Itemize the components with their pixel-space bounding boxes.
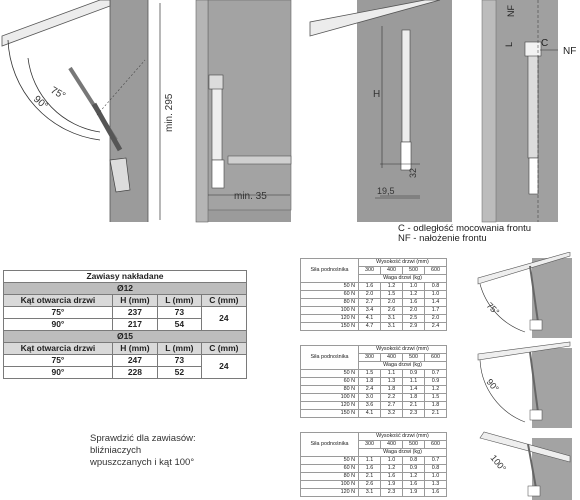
- table-cell: 75°: [4, 307, 113, 319]
- weight-value: 1.3: [425, 481, 447, 489]
- table-row: [301, 402, 447, 410]
- open-door-panel: [2, 0, 110, 46]
- weight-value: 2.1: [425, 410, 447, 418]
- weight-value: 2.6: [359, 481, 381, 489]
- technical-diagrams: [0, 0, 580, 225]
- force-value: 100 N: [301, 394, 359, 402]
- table-row: [301, 283, 447, 291]
- table-cell: 90°: [4, 367, 113, 379]
- table-row: [301, 299, 447, 307]
- gas-spring-vertical: [212, 88, 222, 160]
- weight-value: 1.2: [403, 291, 425, 299]
- lift-diagram-100: [480, 432, 572, 500]
- force-value: 150 N: [301, 410, 359, 418]
- height-value: 600: [425, 441, 447, 449]
- weight-value: 2.3: [403, 410, 425, 418]
- weight-value: 1.6: [403, 481, 425, 489]
- weight-header: Waga drzwi (kg): [359, 449, 447, 457]
- table-row: [301, 291, 447, 299]
- force-label: Siła podnośnika: [301, 346, 359, 370]
- weight-value: 3.1: [381, 323, 403, 331]
- table-row: [4, 355, 247, 367]
- height-value: 500: [403, 267, 425, 275]
- min-295-label: min. 295: [164, 93, 175, 132]
- table-cell: 247: [112, 355, 157, 367]
- force-value: 60 N: [301, 465, 359, 473]
- weight-value: 1.9: [381, 481, 403, 489]
- lift-angle-label: 100°: [488, 452, 509, 474]
- height-header: Wysokość drzwi (mm): [359, 433, 447, 441]
- force-value: 150 N: [301, 323, 359, 331]
- diagram-opening-angle: [2, 0, 175, 222]
- angle-90-label: 90°: [31, 93, 50, 113]
- table-row: [4, 307, 247, 319]
- weight-value: 2.3: [381, 489, 403, 497]
- table-cell: 217: [112, 319, 157, 331]
- lift-table: [300, 432, 447, 497]
- weight-value: 0.9: [425, 378, 447, 386]
- col-header: Kąt otwarcia drzwi: [4, 343, 113, 355]
- dim-C-label: C: [541, 38, 549, 49]
- table-cell: 90°: [4, 319, 113, 331]
- legend: [398, 224, 531, 244]
- weight-value: 1.2: [381, 465, 403, 473]
- force-value: 80 N: [301, 299, 359, 307]
- force-value: 100 N: [301, 481, 359, 489]
- diagram-height-dimension: [310, 0, 452, 222]
- hinge-note: [90, 433, 196, 469]
- weight-header: Waga drzwi (kg): [359, 362, 447, 370]
- height-value: 300: [359, 267, 381, 275]
- weight-value: 0.8: [425, 465, 447, 473]
- weight-value: 2.7: [359, 299, 381, 307]
- table-row: [301, 370, 447, 378]
- weight-value: 1.6: [403, 299, 425, 307]
- weight-value: 1.3: [381, 378, 403, 386]
- force-value: 50 N: [301, 283, 359, 291]
- table-row: [301, 465, 447, 473]
- height-header: Wysokość drzwi (mm): [359, 346, 447, 354]
- section-name: Ø12: [4, 283, 247, 295]
- weight-value: 1.2: [381, 283, 403, 291]
- weight-value: 1.5: [359, 370, 381, 378]
- weight-value: 3.1: [359, 489, 381, 497]
- weight-value: 1.4: [425, 299, 447, 307]
- dim-L-label: L: [504, 41, 514, 47]
- weight-value: 1.0: [403, 283, 425, 291]
- table-cell: 73: [158, 307, 202, 319]
- weight-value: 1.0: [425, 473, 447, 481]
- force-label: Siła podnośnika: [301, 259, 359, 283]
- force-value: 60 N: [301, 291, 359, 299]
- weight-value: 0.8: [403, 457, 425, 465]
- dim-NF-top-label: NF: [506, 5, 516, 17]
- weight-value: 2.1: [359, 473, 381, 481]
- col-header: H (mm): [112, 295, 157, 307]
- lift-table: [300, 258, 447, 331]
- diagram-side-view: [196, 0, 291, 222]
- height-value: 500: [403, 441, 425, 449]
- table-row: [301, 386, 447, 394]
- lift-angle-diagrams: [470, 252, 580, 500]
- table-row: [301, 307, 447, 315]
- force-value: 50 N: [301, 457, 359, 465]
- weight-value: 2.5: [403, 315, 425, 323]
- force-label: Siła podnośnika: [301, 433, 359, 457]
- weight-value: 2.0: [425, 315, 447, 323]
- weight-value: 1.6: [381, 473, 403, 481]
- force-value: 60 N: [301, 378, 359, 386]
- min-35-label: min. 35: [234, 191, 267, 202]
- weight-value: 1.1: [381, 370, 403, 378]
- table-row: [301, 378, 447, 386]
- col-header: C (mm): [201, 343, 246, 355]
- height-value: 300: [359, 441, 381, 449]
- weight-value: 0.9: [403, 370, 425, 378]
- weight-header: Waga drzwi (kg): [359, 275, 447, 283]
- weight-value: 1.5: [425, 394, 447, 402]
- table-row: [301, 489, 447, 497]
- force-value: 80 N: [301, 473, 359, 481]
- weight-value: 1.6: [425, 489, 447, 497]
- weight-value: 3.2: [381, 410, 403, 418]
- table-cell: 237: [112, 307, 157, 319]
- weight-value: 3.0: [359, 394, 381, 402]
- weight-value: 3.1: [381, 315, 403, 323]
- weight-value: 1.6: [359, 465, 381, 473]
- weight-value: 0.7: [425, 457, 447, 465]
- dim-19-5-label: 19,5: [377, 186, 395, 196]
- dim-NF-side-label: NF: [563, 46, 577, 57]
- weight-value: 4.1: [359, 315, 381, 323]
- weight-value: 1.1: [359, 457, 381, 465]
- table-cell: 54: [158, 319, 202, 331]
- dim-H-label: H: [373, 89, 381, 100]
- lift-diagram-75: [478, 252, 572, 338]
- table-row: [301, 323, 447, 331]
- legend-line-nf: NF - nałożenie frontu: [398, 233, 487, 244]
- hinge-table: [3, 270, 247, 379]
- lift-angle-label: 90°: [484, 376, 501, 394]
- force-value: 80 N: [301, 386, 359, 394]
- diagram-detail: [482, 0, 576, 222]
- table-row: [301, 457, 447, 465]
- force-value: 50 N: [301, 370, 359, 378]
- weight-value: 1.0: [381, 457, 403, 465]
- weight-value: 4.1: [359, 410, 381, 418]
- force-value: 120 N: [301, 315, 359, 323]
- weight-value: 1.2: [403, 473, 425, 481]
- weight-value: 1.8: [381, 386, 403, 394]
- force-value: 100 N: [301, 307, 359, 315]
- table-cell: 24: [201, 307, 246, 331]
- lift-angle-label: 75°: [484, 300, 502, 318]
- force-value: 120 N: [301, 489, 359, 497]
- table-cell: 52: [158, 367, 202, 379]
- shelf: [228, 156, 291, 164]
- weight-value: 0.8: [425, 283, 447, 291]
- weight-value: 2.0: [359, 291, 381, 299]
- weight-value: 2.2: [381, 394, 403, 402]
- weight-value: 1.8: [403, 394, 425, 402]
- legend-line-c: C - odległość mocowania frontu: [398, 223, 532, 234]
- weight-value: 2.0: [381, 299, 403, 307]
- weight-value: 1.0: [425, 291, 447, 299]
- weight-value: 1.7: [425, 307, 447, 315]
- weight-value: 1.6: [359, 283, 381, 291]
- col-header: L (mm): [158, 295, 202, 307]
- section-name: Ø15: [4, 331, 247, 343]
- weight-value: 1.8: [359, 378, 381, 386]
- weight-value: 2.9: [403, 323, 425, 331]
- note-line: bliźniaczych: [90, 445, 142, 456]
- col-header: C (mm): [201, 295, 246, 307]
- weight-value: 2.4: [359, 386, 381, 394]
- weight-value: 1.2: [425, 386, 447, 394]
- weight-value: 0.7: [425, 370, 447, 378]
- weight-value: 1.1: [403, 378, 425, 386]
- weight-value: 1.5: [381, 291, 403, 299]
- force-value: 120 N: [301, 402, 359, 410]
- table-row: [301, 394, 447, 402]
- weight-value: 0.9: [403, 465, 425, 473]
- table-row: [301, 481, 447, 489]
- weight-value: 1.4: [403, 386, 425, 394]
- weight-value: 2.6: [381, 307, 403, 315]
- table-cell: 73: [158, 355, 202, 367]
- height-value: 600: [425, 354, 447, 362]
- height-header: Wysokość drzwi (mm): [359, 259, 447, 267]
- height-value: 300: [359, 354, 381, 362]
- note-line: Sprawdzić dla zawiasów:: [90, 433, 196, 444]
- lift-diagram-90: [478, 342, 572, 428]
- height-value: 500: [403, 354, 425, 362]
- weight-value: 3.4: [359, 307, 381, 315]
- weight-value: 1.9: [403, 489, 425, 497]
- lift-table: [300, 345, 447, 418]
- table-row: [301, 410, 447, 418]
- table-cell: 228: [112, 367, 157, 379]
- col-header: Kąt otwarcia drzwi: [4, 295, 113, 307]
- table-row: [301, 473, 447, 481]
- table-row: [301, 315, 447, 323]
- table-cell: 75°: [4, 355, 113, 367]
- hinge-table-title: Zawiasy nakładane: [4, 271, 247, 283]
- angle-75-label: 75°: [48, 85, 68, 103]
- height-value: 400: [381, 354, 403, 362]
- col-header: L (mm): [158, 343, 202, 355]
- weight-value: 4.7: [359, 323, 381, 331]
- weight-value: 2.7: [381, 402, 403, 410]
- weight-value: 3.6: [359, 402, 381, 410]
- height-value: 600: [425, 267, 447, 275]
- dim-32-label: 32: [408, 167, 418, 178]
- weight-value: 1.8: [425, 402, 447, 410]
- height-value: 400: [381, 267, 403, 275]
- weight-value: 2.1: [403, 402, 425, 410]
- weight-value: 2.0: [403, 307, 425, 315]
- table-cell: 24: [201, 355, 246, 379]
- col-header: H (mm): [112, 343, 157, 355]
- note-line: wpuszczanych i kąt 100°: [90, 457, 195, 468]
- weight-value: 2.4: [425, 323, 447, 331]
- height-value: 400: [381, 441, 403, 449]
